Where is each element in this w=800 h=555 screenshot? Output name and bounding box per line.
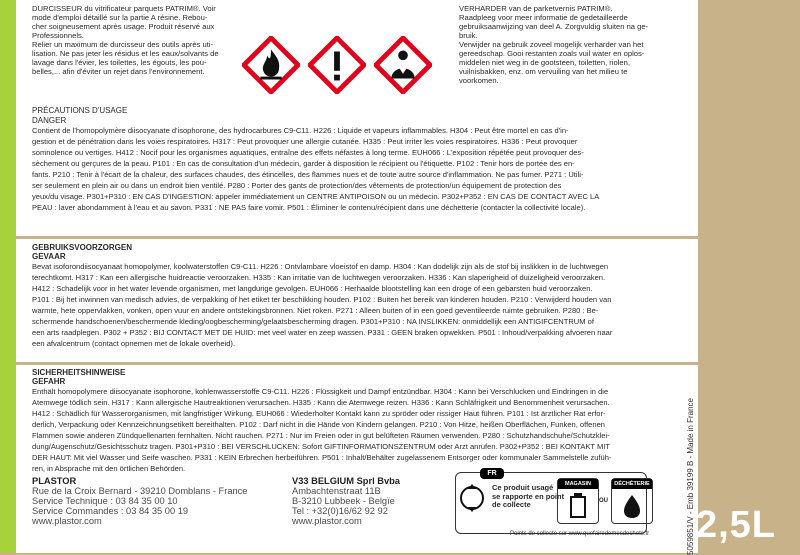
text-line: Relier un maximum de durcisseur des outils après uti-	[32, 40, 214, 49]
text-line: warmte, hete oppervlakken, vonken, open vuur en andere ontstekingsbronnen. Niet roken. P271 : Alleen buiten of in een goed geventileerde ruimte gebruiken. P280 : Be-	[32, 306, 599, 315]
text-line: Ce produit usagé	[492, 483, 554, 492]
phone-line: Service Technique : 03 84 35 00 10	[32, 496, 178, 506]
text-line: gereedschap. Gooi restanten zoals vuil water en oplos-	[459, 49, 645, 58]
website-link[interactable]: www.plastor.com	[32, 516, 102, 526]
text-line: mode d'emploi détaillé sur la partie A résine. Rebou-	[32, 13, 208, 22]
triman-recycle-icon	[458, 478, 486, 518]
text-line: DURCISSEUR du vitrificateur parquets PATRIM®. Voir	[32, 4, 216, 13]
section-heading: SICHERHEITSHINWEISE	[32, 368, 126, 377]
side-panel	[695, 0, 800, 553]
text-line: de collecte	[492, 500, 531, 509]
container-icon	[568, 493, 588, 519]
drop-icon	[620, 493, 644, 519]
waste-center-bin	[611, 478, 653, 524]
text-line: ser seulement en plein air ou dans un endroit bien ventilé. P280 : Porter des gants de protection/des vêtements de protection/un équipement de protection des	[32, 181, 562, 190]
section-heading: GEBRUIKSVOORZORGEN	[32, 243, 133, 252]
text-line: terechtkomt. H317 : Kan een allergische huidreactie veroorzaken. H335 : Kan irritatie van de luchtwegen veroorzaken. H336 : Kan slaperigheid of duizeligheid veroorzaken.	[32, 273, 606, 282]
phone-line: Service Commandes : 03 84 35 00 19	[32, 506, 189, 516]
text-line: cher soigneusement après usage. Produit réservé aux	[32, 22, 215, 31]
triman-text	[492, 484, 564, 510]
paragraph	[32, 261, 694, 349]
website-link[interactable]: www.plastor.com	[292, 516, 362, 526]
text-line: Enthält homopolymere diisocyanate isophorone, kohlenwasserstoffe C9-C11. H226 : Flüssigkeit und Dampf entzündbar. H304 : Kann bei Verschlucken und Eindringen in die	[32, 387, 609, 396]
text-line: yeux/du visage. P301+P310 : EN CAS D'INGESTION: appeler immédiatement un CENTRE ANTIPOISON ou un médecin. P302+P352 : EN CAS DE CONTACT AVEC LA	[32, 192, 600, 201]
text-line: ren, in Absprache mit den örtlichen Behörden.	[32, 464, 186, 473]
text-line: H412 : Schadelijk voor in het water levende organismen, met langdurige gevolgen. EUH066 : Herhaalde blootstelling kan een droge of een gebarsten huid veroorzaken.	[32, 284, 593, 293]
text-line: middelen niet weg in de gootsteen, toiletten, riolen,	[459, 58, 630, 67]
text-line: lavage dans l'évier, les toilettes, les égouts, les pou-	[32, 58, 207, 67]
text-line: somnolence ou vertiges. H412 : Nocif pour les organismes aquatiques, entraîne des effets néfastes à long terme. EUH066 : L'exposition répétée peut provoquer des-	[32, 148, 584, 157]
text-line: fants. P210 : Tenir à l'écart de la chaleur, des surfaces chaudes, des étincelles, des flammes nues et de toute autre source d'inflammation. Ne pas fumer. P271 : Utili-	[32, 170, 584, 179]
section-heading: PRÉCAUTIONS D'USAGE	[32, 106, 128, 115]
paragraph	[32, 125, 694, 213]
store-bin	[557, 478, 599, 524]
batch-code: 5059851/V - Emb 39199 B - Made in France	[686, 398, 695, 555]
text-line: PEAU : laver abondamment à l'eau et au savon. P331 : NE PAS faire vomir. P501 : Éliminer le contenu/récipient dans une déchetterie (contacter la collectivité locale).	[32, 203, 586, 212]
text-line: DER HAUT: Mit viel Wasser und Seife waschen. P331 : KEIN Erbrechen herbeiführen. P501 : Inhalt/Behälter zugelassenem Entsorger oder kommunaler Sammelstelle zufüh-	[32, 453, 612, 462]
signal-word: DANGER	[32, 116, 67, 125]
text-line: Verwijder na gebruik zoveel mogelijk verharder van het	[459, 40, 644, 49]
address-line: Rue de la Croix Bernard - 39210 Domblans - France	[32, 486, 248, 496]
flame-icon	[242, 36, 300, 94]
text-line: Atemwege tödlich sein. H317 : Kann allergische Hautreaktionen verursachen. H335 : Kann die Atemwege reizen. H336 : Kann Schläfrigkeit und Benommenheit verursachen.	[32, 398, 610, 407]
paragraph	[32, 386, 694, 474]
collection-url[interactable]: Points de collecte sur www.quefairedemesdechets.fr	[510, 531, 650, 537]
text-line: se rapporte en point	[492, 491, 565, 501]
text-line: vuilnisbakken, enz. om vervuiling van het milieu te	[459, 67, 628, 76]
company-name: PLASTOR	[32, 476, 77, 486]
or-text: OU	[599, 498, 608, 504]
text-line: een afvalcentrum (contact opnemen met de lokale overheid).	[32, 339, 236, 348]
text-line: Contient de l'homopolymère diisocyanate d'isophorone, des hydrocarbures C9-C11. H226 : Liquide et vapeurs inflammables. H304 : Peut être mortel en cas d'in-	[32, 126, 569, 135]
v33-contact	[292, 476, 452, 526]
hazard-pictograms	[242, 36, 432, 96]
text-line: derlich, Verpackung oder Kennzeichnungsetikett bereithalten. P102 : Darf nicht in die Hände von Kindern gelangen. P210 : Von Hitze, heißen Oberflächen, Funken, offenen	[32, 420, 605, 429]
nl-precautions	[32, 243, 694, 349]
text-line: Raadpleeg voor meer informatie de gedetailleerde	[459, 13, 628, 22]
text-line: sèchement ou gerçures de la peau. P101 : En cas de consultation d'un médecin, garder à disposition le récipient ou l'étiquette. P102 : Tenir hors de portée des en-	[32, 159, 575, 168]
verharder-intro	[459, 4, 667, 85]
text-line: een arts raadplegen. P302 + P352 : BIJ CONTACT MET DE HUID: met veel water en zeep wassen. P331 : GEEN braken opwekken. P501 : Inhoud/verpakking afvoeren naar	[32, 328, 613, 337]
text-line: lisation. Ne pas jeter les résidus et les eaux/solvants de	[32, 49, 219, 58]
color-strip	[0, 0, 16, 553]
text-line: H412 : Schädlich für Wasserorganismen, mit langfristiger Wirkung. EUH066 : Wiederholter Kontakt kann zu spröder oder rissiger Haut führen. P101 : Ist ärztlicher Rat erfor-	[32, 409, 606, 418]
text-line: dung/Augenschutz/Gesichtsschutz tragen. P301+P310 : BEI VERSCHLUCKEN: Sofort GIFTINFORMATIONSZENTRUM oder Arzt anrufen. P302+P352 : BEI KONTAKT MIT	[32, 442, 610, 451]
company-name: V33 BELGIUM Sprl Bvba	[292, 476, 400, 486]
address-line: B-3210 Lubbeek - Belgïe	[292, 496, 395, 506]
text-line: belles,... afin d'éviter un rejet dans l'environnement.	[32, 67, 205, 76]
exclamation-icon	[308, 36, 366, 94]
text-line: schermende handschoenen/beschermende kleding/oogbescherming/gelaatsbescherming dragen. P301+P310 : NA INSLIKKEN: onmiddellijk een ANTIGIFCENTRUM of	[32, 317, 594, 326]
text-line: VERHARDER van de parketvernis PATRIM®.	[459, 4, 613, 13]
divider	[16, 236, 698, 239]
plastor-contact	[32, 476, 282, 526]
signal-word: GEFAHR	[32, 377, 66, 386]
text-line: Bevat isoforondiisocyanaat homopolymer, koolwaterstoffen C9-C11. H226 : Ontvlambare vloeistof en damp. H304 : Kan dodelijk zijn als de stof bij inslikken in de luchtwegen	[32, 262, 609, 271]
volume-label: 2,5L	[695, 504, 776, 546]
text-line: Professionnels.	[32, 31, 84, 40]
text-line: gebruiksaanwijzing van deel A. Zorgvuldig sluiten na ge-	[459, 22, 649, 31]
bin-title: DÉCHÈTERIE	[612, 479, 652, 489]
signal-word: GEVAAR	[32, 252, 66, 261]
durcisseur-intro	[32, 4, 244, 76]
text-line: bruik.	[459, 31, 478, 40]
fr-badge: FR	[480, 468, 504, 479]
text-line: voorkomen.	[459, 76, 499, 85]
text-line: P101 : Bij het inwinnen van medisch advies, de verpakking of het etiket ter beschikking houden. P102 : Buiten het bereik van kinderen houden. P210 : Verwijderd houden van	[32, 295, 612, 304]
de-precautions	[32, 368, 694, 474]
text-line: Flammen sowie anderen Zündquellenarten fernhalten. Nicht rauchen. P271 : Nur im Freien oder in gut belüfteten Räumen verwenden. P280 : Schutzhandschuhe/Schutzklei-	[32, 431, 610, 440]
phone-line: Tel : +32(0)16/62 92 92	[292, 506, 388, 516]
fr-precautions	[32, 106, 694, 213]
health-hazard-icon	[374, 36, 432, 94]
text-line: gestion et de pénétration dans les voies respiratoires. H317 : Peut provoquer une allergie cutanée. H335 : Peut irriter les voies respiratoires. H336 : Peut provoquer	[32, 137, 578, 146]
divider	[16, 362, 698, 365]
bin-title: MAGASIN	[558, 479, 598, 489]
address-line: Ambachtenstraat 11B	[292, 486, 381, 496]
